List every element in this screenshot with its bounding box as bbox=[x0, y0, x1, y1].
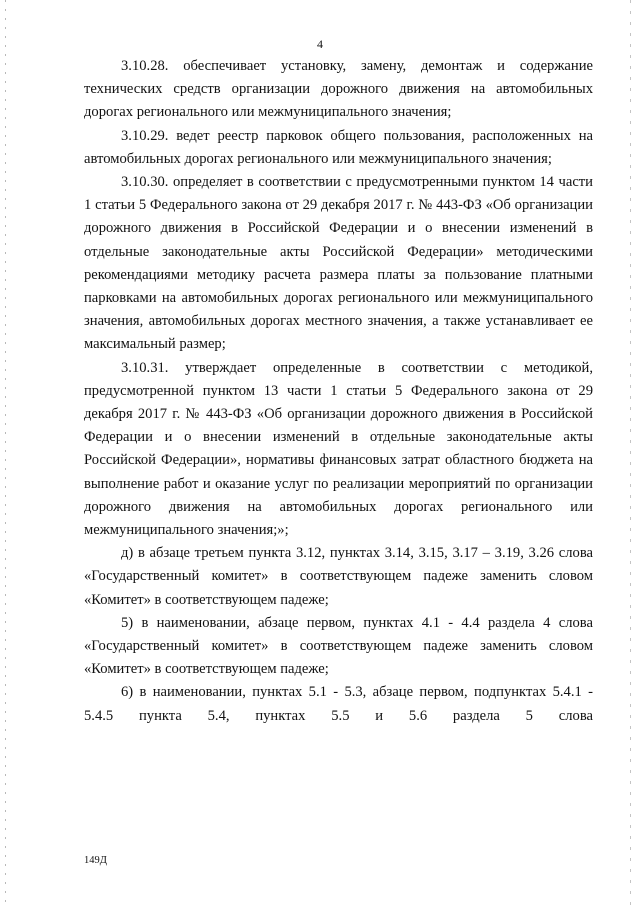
paragraph-3-10-29: 3.10.29. ведет реестр парковок общего пользования, расположенных на автомобильных дорогах регионального или межмуниципального значения; bbox=[84, 127, 593, 167]
paragraph-d: д) в абзаце третьем пункта 3.12, пунктах 3.14, 3.15, 3.17 – 3.19, 3.26 слова «Государственный комитет» в соответствующем падеже заменить словом «Комитет» в соответствующем падеже; bbox=[84, 545, 593, 608]
paragraph-3-10-28: 3.10.28. обеспечивает установку, замену, демонтаж и содержание технических средств организации дорожного движения на автомобильных дорогах регионального или межмуниципального значения; bbox=[84, 58, 593, 121]
scan-edge-right bbox=[630, 0, 631, 905]
page-number: 4 bbox=[317, 37, 323, 51]
paragraph-3-10-30: 3.10.30. определяет в соответствии с предусмотренными пунктом 14 части 1 статьи 5 Федерального закона от 29 декабря 2017 г. № 443-ФЗ «Об организации дорожного движения в Российской Федерации и о внесении изменений в отдельные законодательные акты Российской Федерации» методическими рекомендациями методику расчета размера платы за пользование платными парковками на автомобильных дорогах регионального или межмуниципального значения, автомобильных дорогах местного значения, а также устанавливает ее максимальный размер; bbox=[84, 174, 593, 353]
paragraph-6: 6) в наименовании, пунктах 5.1 - 5.3, абзаце первом, подпунктах 5.4.1 - 5.4.5 пункта 5.4, пунктах 5.5 и 5.6 раздела 5 слова bbox=[84, 684, 593, 724]
document-code: 149Д bbox=[84, 855, 107, 866]
document-body bbox=[84, 55, 593, 728]
paragraph-5: 5) в наименовании, абзаце первом, пунктах 4.1 - 4.4 раздела 4 слова «Государственный комитет» в соответствующем падеже заменить словом «Комитет» в соответствующем падеже; bbox=[84, 614, 593, 678]
scan-edge-left bbox=[5, 0, 6, 905]
paragraph-3-10-31: 3.10.31. утверждает определенные в соответствии с методикой, предусмотренной пунктом 13 части 1 статьи 5 Федерального закона от 29 декабря 2017 г. № 443-ФЗ «Об организации дорожного движения в Российской Федерации и о внесении изменений в отдельные законодательные акты Российской Федерации», нормативы финансовых затрат областного бюджета на выполнение работ и оказание услуг по реализации мероприятий по организации дорожного движения на автомобильных дорогах регионального или межмуниципального значения;»; bbox=[84, 359, 593, 539]
